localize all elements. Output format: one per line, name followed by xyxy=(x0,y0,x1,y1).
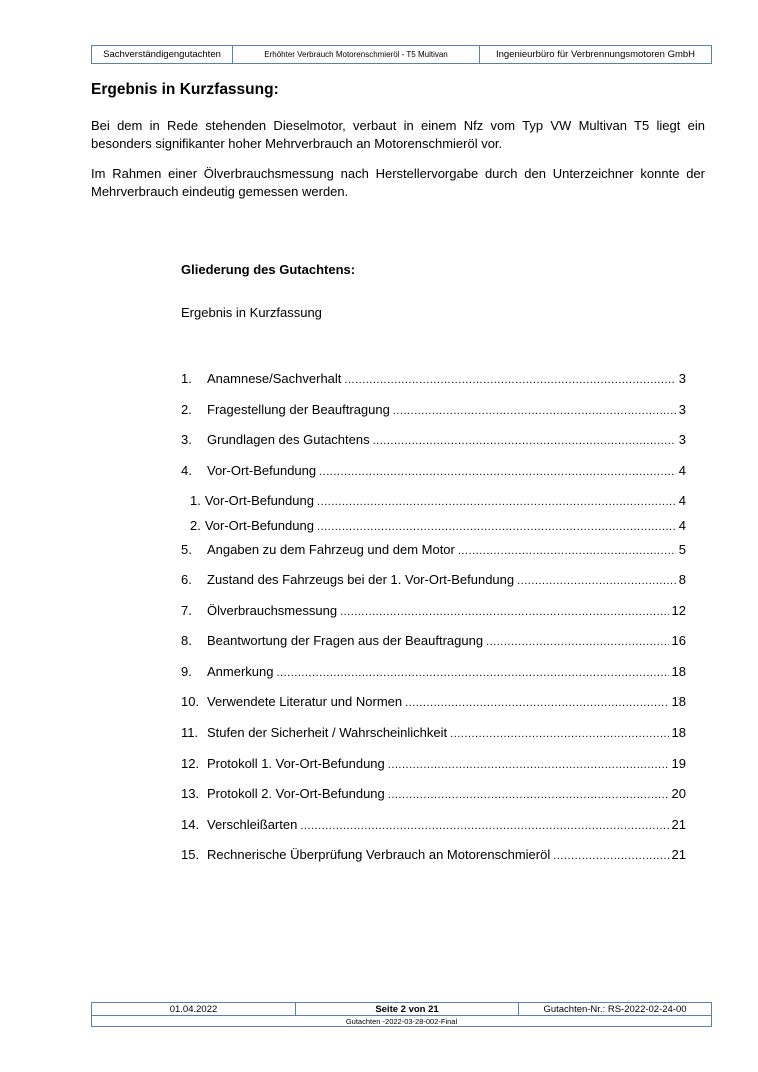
toc-entry-number: 13. xyxy=(181,786,200,801)
page-footer xyxy=(91,1002,712,1027)
toc-entry-number: 4. xyxy=(181,463,192,478)
toc-entry-page: 20 xyxy=(671,786,686,801)
toc-leader-dots xyxy=(373,432,676,446)
toc-entry-page: 3 xyxy=(678,402,686,417)
toc-leader-dots xyxy=(388,756,669,770)
toc-leader-dots xyxy=(344,371,675,385)
toc-entry-number: 3. xyxy=(181,432,192,447)
toc-entry-number: 10. xyxy=(181,694,200,709)
toc-entry-number: 15. xyxy=(181,847,200,862)
toc-entry-title: Ölverbrauchsmessung xyxy=(207,603,338,618)
footer-page-number: Seite 2 von 21 xyxy=(295,1003,518,1015)
toc-entry-number: 8. xyxy=(181,633,192,648)
toc-summary-entry[interactable]: Ergebnis in Kurzfassung xyxy=(181,305,322,320)
toc-entry-title: Fragestellung der Beauftragung xyxy=(207,402,390,417)
toc-entry-title: Rechnerische Überprüfung Verbrauch an Motorenschmieröl xyxy=(207,847,551,862)
toc-leader-dots xyxy=(388,786,669,800)
footer-file-name: Gutachten -2022-03-28-002-Final xyxy=(345,1016,458,1026)
toc-entry[interactable] xyxy=(181,664,686,682)
toc-entry-page: 3 xyxy=(678,432,686,447)
toc-entry-number: 6. xyxy=(181,572,192,587)
footer-date: 01.04.2022 xyxy=(169,1003,218,1015)
toc-entry-number: 14. xyxy=(181,817,200,832)
toc-leader-dots xyxy=(393,402,676,416)
toc-entry-title: Protokoll 2. Vor-Ort-Befundung xyxy=(207,786,385,801)
toc-entry-title: Zustand des Fahrzeugs bei der 1. Vor-Ort-Befundung xyxy=(207,572,515,587)
toc-entry[interactable] xyxy=(181,402,686,420)
toc-entry-title: Grundlagen des Gutachtens xyxy=(207,432,370,447)
toc-entry-page: 8 xyxy=(678,572,686,587)
page-header xyxy=(91,45,712,64)
toc-entry-title: Protokoll 1. Vor-Ort-Befundung xyxy=(207,756,385,771)
toc-leader-dots xyxy=(340,603,668,617)
toc-entry-title: Stufen der Sicherheit / Wahrscheinlichkeit xyxy=(207,725,448,740)
toc-entry-title: Vor-Ort-Befundung xyxy=(204,518,314,533)
toc-leader-dots xyxy=(486,633,668,647)
toc-entry-title: Vor-Ort-Befundung xyxy=(207,463,317,478)
toc-entry[interactable] xyxy=(181,572,686,590)
toc-entry[interactable] xyxy=(181,432,686,450)
toc-entry-number: 2. xyxy=(181,402,192,417)
toc-leader-dots xyxy=(317,518,676,532)
toc-subentry[interactable] xyxy=(181,518,686,536)
toc-entry[interactable] xyxy=(181,371,686,389)
toc-entry-page: 4 xyxy=(678,518,686,533)
summary-paragraph-1: Bei dem in Rede stehenden Dieselmotor, verbaut in einem Nfz vom Typ VW Multivan T5 liegt ein besonders signifikanter hoher Mehrverbrauch an Motorenschmieröl vor. xyxy=(91,118,705,151)
toc-entry-page: 18 xyxy=(671,664,686,679)
toc-entry-page: 19 xyxy=(671,756,686,771)
toc-entry-page: 18 xyxy=(671,725,686,740)
toc-leader-dots xyxy=(517,572,676,586)
toc-entry-number: 2. xyxy=(190,518,201,533)
summary-paragraph-2: Im Rahmen einer Ölverbrauchsmessung nach Herstellervorgabe durch den Unterzeichner konnte der Mehrverbrauch eindeutig gemessen werden. xyxy=(91,166,705,199)
toc-entry-number: 12. xyxy=(181,756,200,771)
toc-entry-title: Anmerkung xyxy=(207,664,274,679)
toc-entry[interactable] xyxy=(181,725,686,743)
toc-entry-title: Verwendete Literatur und Normen xyxy=(207,694,403,709)
toc-leader-dots xyxy=(405,694,668,708)
header-subject: Erhöhter Verbrauch Motorenschmieröl - T5 Multivan xyxy=(232,46,479,63)
toc-leader-dots xyxy=(553,847,668,861)
summary-heading: Ergebnis in Kurzfassung: xyxy=(91,81,279,98)
toc-title: Gliederung des Gutachtens: xyxy=(181,262,356,277)
header-document-type: Sachverständigengutachten xyxy=(103,49,221,60)
toc-entry-number: 11. xyxy=(181,725,199,740)
toc-leader-dots xyxy=(450,725,668,739)
toc-entry-title: Beantwortung der Fragen aus der Beauftragung xyxy=(207,633,484,648)
toc-entry[interactable] xyxy=(181,633,686,651)
toc-entry[interactable] xyxy=(181,694,686,712)
toc-entry-number: 9. xyxy=(181,664,192,679)
toc-entry-number: 5. xyxy=(181,542,192,557)
toc-entry[interactable] xyxy=(181,817,686,835)
toc-leader-dots xyxy=(458,542,676,556)
toc-subentry[interactable] xyxy=(181,493,686,511)
header-company: Ingenieurbüro für Verbrennungsmotoren GmbH xyxy=(479,46,711,63)
toc-entry-number: 7. xyxy=(181,603,192,618)
toc-entry-title: Verschleißarten xyxy=(207,817,298,832)
toc-entry-title: Vor-Ort-Befundung xyxy=(204,493,314,508)
toc-entry[interactable] xyxy=(181,847,686,865)
toc-entry[interactable] xyxy=(181,786,686,804)
toc-entry-page: 12 xyxy=(671,603,686,618)
toc-entry-page: 4 xyxy=(678,463,686,478)
toc-entry-page: 4 xyxy=(678,493,686,508)
toc-entry-number: 1. xyxy=(181,371,192,386)
toc-entry-page: 21 xyxy=(671,817,686,832)
toc-entry[interactable] xyxy=(181,603,686,621)
toc-entry-page: 18 xyxy=(671,694,686,709)
toc-entry[interactable] xyxy=(181,463,686,481)
toc-leader-dots xyxy=(300,817,668,831)
toc-entry-page: 16 xyxy=(671,633,686,648)
toc-entry-page: 3 xyxy=(678,371,686,386)
toc-entry[interactable] xyxy=(181,542,686,560)
toc-leader-dots xyxy=(276,664,668,678)
toc-entry-title: Angaben zu dem Fahrzeug und dem Motor xyxy=(207,542,455,557)
toc-leader-dots xyxy=(319,463,676,477)
toc-entry-title: Anamnese/Sachverhalt xyxy=(207,371,342,386)
toc-leader-dots xyxy=(317,493,676,507)
footer-report-number: Gutachten-Nr.: RS-2022-02-24-00 xyxy=(518,1003,711,1015)
toc-entry-number: 1. xyxy=(190,493,201,508)
toc-entry-page: 21 xyxy=(671,847,686,862)
toc-entry-page: 5 xyxy=(678,542,686,557)
toc-entry[interactable] xyxy=(181,756,686,774)
